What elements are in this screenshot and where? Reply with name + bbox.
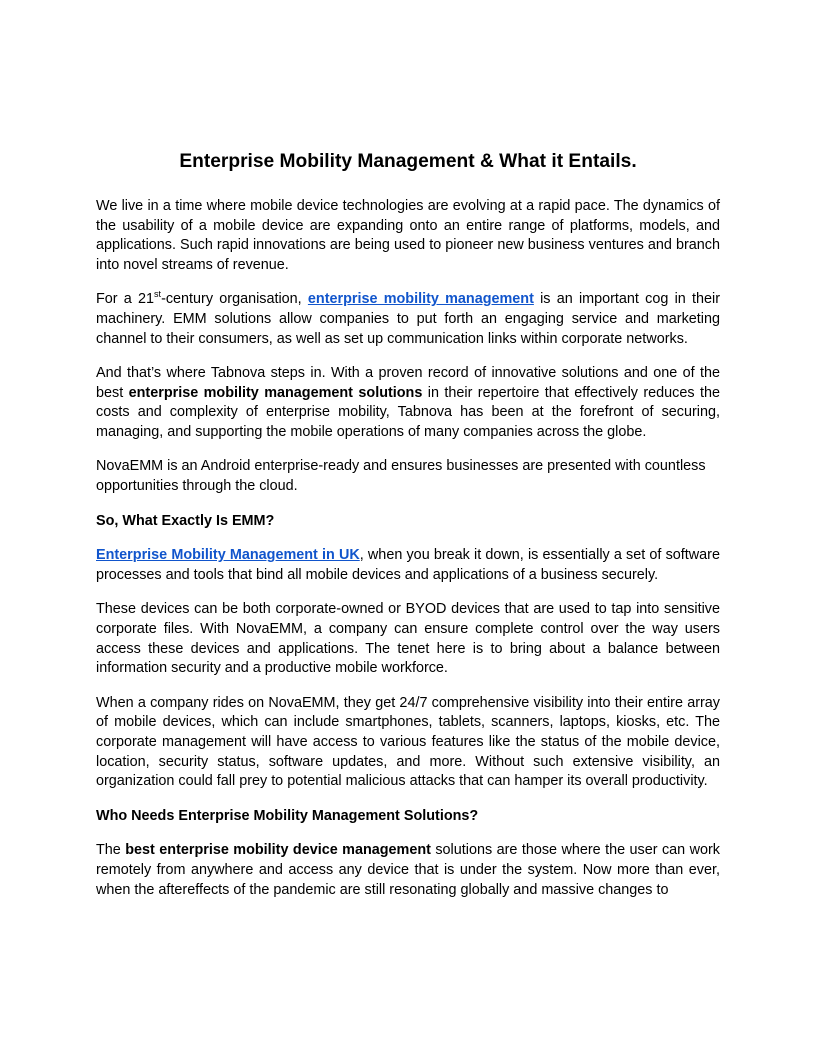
- heading-what-is-emm: So, What Exactly Is EMM?: [96, 512, 275, 529]
- paragraph-novaemm: NovaEMM is an Android enterprise-ready and ensures businesses are presented with countless opportunities through the cloud.: [96, 458, 706, 495]
- text-segment: is an important cog in their machinery. EMM solutions allow companies to put forth an engaging service and marketing channel to their consumers, as well as set up communication links within corporate networks.: [96, 291, 720, 347]
- text-segment: in their repertoire that effectively reduces the costs and complexity of enterprise mobility, Tabnova has been at the forefront of securing, managing, and supporting the mobile operations of many companies across the globe.: [96, 384, 720, 440]
- document-title: Enterprise Mobility Management & What it Entails.: [179, 151, 637, 172]
- paragraph-visibility: When a company rides on NovaEMM, they get 24/7 comprehensive visibility into their entire array of mobile devices, which can include smartphones, tablets, scanners, laptops, kiosks, etc. The corporate management will have access to various features like the status of the mobile device, location, security status, software updates, and more. Without such extensive visibility, an organization could fall prey to potential malicious attacks that can hamper its overall productivity.: [96, 694, 720, 790]
- paragraph-devices: These devices can be both corporate-owned or BYOD devices that are used to tap into sensitive corporate files. With NovaEMM, a company can ensure complete control over the way users access these devices and applications. The tenet here is to bring about a balance between information security and a productive mobile workforce.: [96, 601, 720, 677]
- bold-emm-solutions: enterprise mobility management solutions: [128, 384, 423, 401]
- text-segment: , when you break it down, is essentially a set of software processes and tools that bind all mobile devices and applications of a business securely.: [96, 547, 720, 583]
- document-page: [96, 150, 720, 915]
- superscript-st: st: [154, 289, 162, 300]
- heading-who-needs-emm: Who Needs Enterprise Mobility Management Solutions?: [96, 807, 479, 824]
- paragraph-tabnova: [96, 364, 720, 442]
- enterprise-mobility-management-link[interactable]: enterprise mobility management: [307, 291, 534, 308]
- emm-in-uk-link[interactable]: Enterprise Mobility Management in UK: [96, 547, 360, 564]
- text-segment: For a 21: [96, 291, 155, 308]
- bold-best-emm: best enterprise mobility device management: [125, 842, 431, 859]
- text-segment: And that’s where Tabnova steps in. With a proven record of innovative solutions and one of the best: [96, 365, 720, 401]
- paragraph-emm-uk: [96, 546, 720, 585]
- paragraph-best-emm: [96, 841, 720, 900]
- text-segment: The: [96, 842, 126, 859]
- paragraph-intro: We live in a time where mobile device technologies are evolving at a rapid pace. The dynamics of the usability of a mobile device are expanding onto an entire range of platforms, models, and applications. Such rapid innovations are being used to pioneer new business ventures and branch into novel streams of revenue.: [96, 197, 720, 273]
- text-segment: -century organisation,: [161, 291, 308, 308]
- paragraph-21st-century: [96, 290, 720, 349]
- text-segment: solutions are those where the user can work remotely from anywhere and access any device that is under the system. Now more than ever, when the aftereffects of the pandemic are still resonating globally and massive changes to: [96, 842, 721, 898]
